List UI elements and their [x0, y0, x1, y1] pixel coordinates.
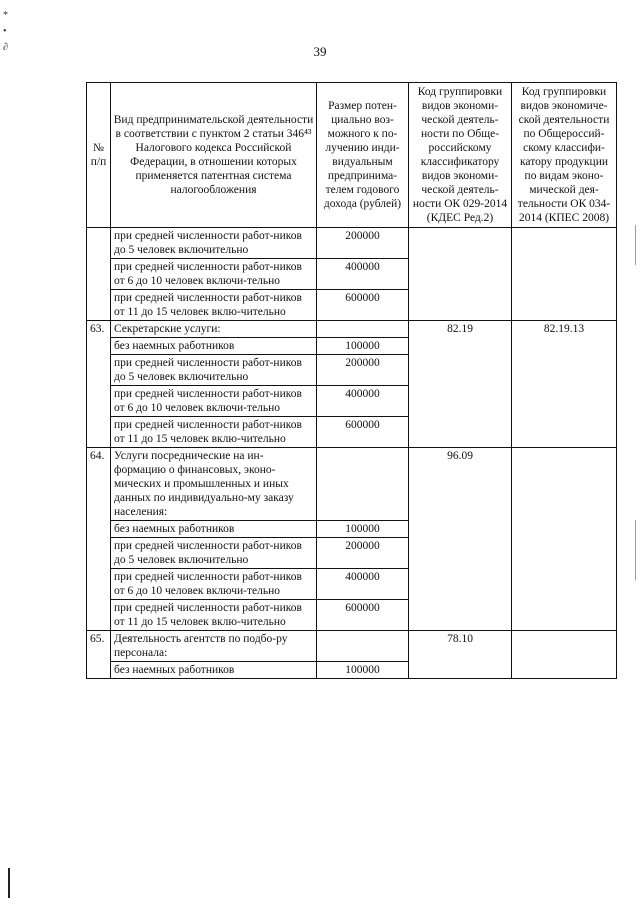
table-row [87, 321, 617, 338]
cell-okpd [512, 228, 617, 321]
cell-activity: без наемных работников [111, 338, 317, 355]
cell-okpd: 82.19.13 [512, 321, 617, 448]
cell-activity: без наемных работников [111, 521, 317, 538]
cell-income: 400000 [317, 386, 409, 417]
cell-income [317, 321, 409, 338]
cell-okved: 96.09 [409, 448, 512, 631]
margin-mark: ∂ [3, 42, 8, 53]
cell-activity: при средней численности работ-ников до 5 человек включительно [111, 538, 317, 569]
cell-activity: при средней численности работ-ников до 5 человек включительно [111, 355, 317, 386]
cell-activity: при средней численности работ-ников от 6 до 10 человек включи-тельно [111, 386, 317, 417]
tariff-table [86, 82, 617, 679]
cell-income: 400000 [317, 569, 409, 600]
cell-income: 100000 [317, 662, 409, 679]
cell-activity: при средней численности работ-ников от 11 до 15 человек вклю-чительно [111, 417, 317, 448]
cell-activity: без наемных работников [111, 662, 317, 679]
cell-okpd [512, 448, 617, 631]
cell-income: 600000 [317, 600, 409, 631]
cell-income: 600000 [317, 290, 409, 321]
margin-mark: * [3, 10, 8, 21]
header-num: № п/п [87, 83, 111, 228]
page-number: 39 [313, 44, 327, 59]
cell-income: 200000 [317, 355, 409, 386]
header-okpd: Код группировки видов экономиче-ской деятельности по Общероссий-скому классифи-катору продукции по видам эконо-мической дея-тельности ОК 034-2014 (КПЕС 2008) [512, 83, 617, 228]
table-row [87, 228, 617, 259]
cell-income: 400000 [317, 259, 409, 290]
header-activity: Вид предпринимательской деятельности в соответствии с пунктом 2 статьи 346⁴³ Налогового кодекса Российской Федерации, в отношении которых применяется патентная система налогообложения [111, 83, 317, 228]
cell-activity: при средней численности работ-ников от 6 до 10 человек включи-тельно [111, 569, 317, 600]
cell-income: 100000 [317, 338, 409, 355]
cell-activity: при средней численности работ-ников от 6 до 10 человек включи-тельно [111, 259, 317, 290]
table-row [87, 448, 617, 521]
cell-income: 200000 [317, 538, 409, 569]
cell-num: 65. [87, 631, 111, 679]
cell-okved [409, 228, 512, 321]
cell-income [317, 448, 409, 521]
margin-mark: • [3, 26, 7, 37]
cell-okved: 82.19 [409, 321, 512, 448]
scan-edge-right [635, 520, 636, 580]
table-header-row [87, 83, 617, 228]
cell-income: 100000 [317, 521, 409, 538]
scan-edge-right [635, 225, 636, 265]
header-income: Размер потен-циально воз-можного к по-лучению инди-видуальным предпринима-телем годового дохода (рублей) [317, 83, 409, 228]
cell-income: 600000 [317, 417, 409, 448]
cell-num: 64. [87, 448, 111, 631]
cell-num [87, 228, 111, 321]
cell-activity: Деятельность агентств по подбо-ру персонала: [111, 631, 317, 662]
header-okved: Код группировки видов экономи-ческой деятель-ности по Обще-российскому классификатору видов экономи-ческой деятель-ности ОК 029-2014 (КДЕС Ред.2) [409, 83, 512, 228]
cell-income [317, 631, 409, 662]
cell-activity: при средней численности работ-ников от 11 до 15 человек вклю-чительно [111, 290, 317, 321]
cell-activity: Секретарские услуги: [111, 321, 317, 338]
cell-activity: Услуги посреднические на ин-формацию о финансовых, эконо-мических и промышленных и иных данных по индивидуально-му заказу населения: [111, 448, 317, 521]
cell-activity: при средней численности работ-ников до 5 человек включительно [111, 228, 317, 259]
table-row [87, 631, 617, 662]
cell-num: 63. [87, 321, 111, 448]
cell-income: 200000 [317, 228, 409, 259]
cell-activity: при средней численности работ-ников от 11 до 15 человек вклю-чительно [111, 600, 317, 631]
scan-edge-line [8, 868, 10, 898]
cell-okved: 78.10 [409, 631, 512, 679]
cell-okpd [512, 631, 617, 679]
